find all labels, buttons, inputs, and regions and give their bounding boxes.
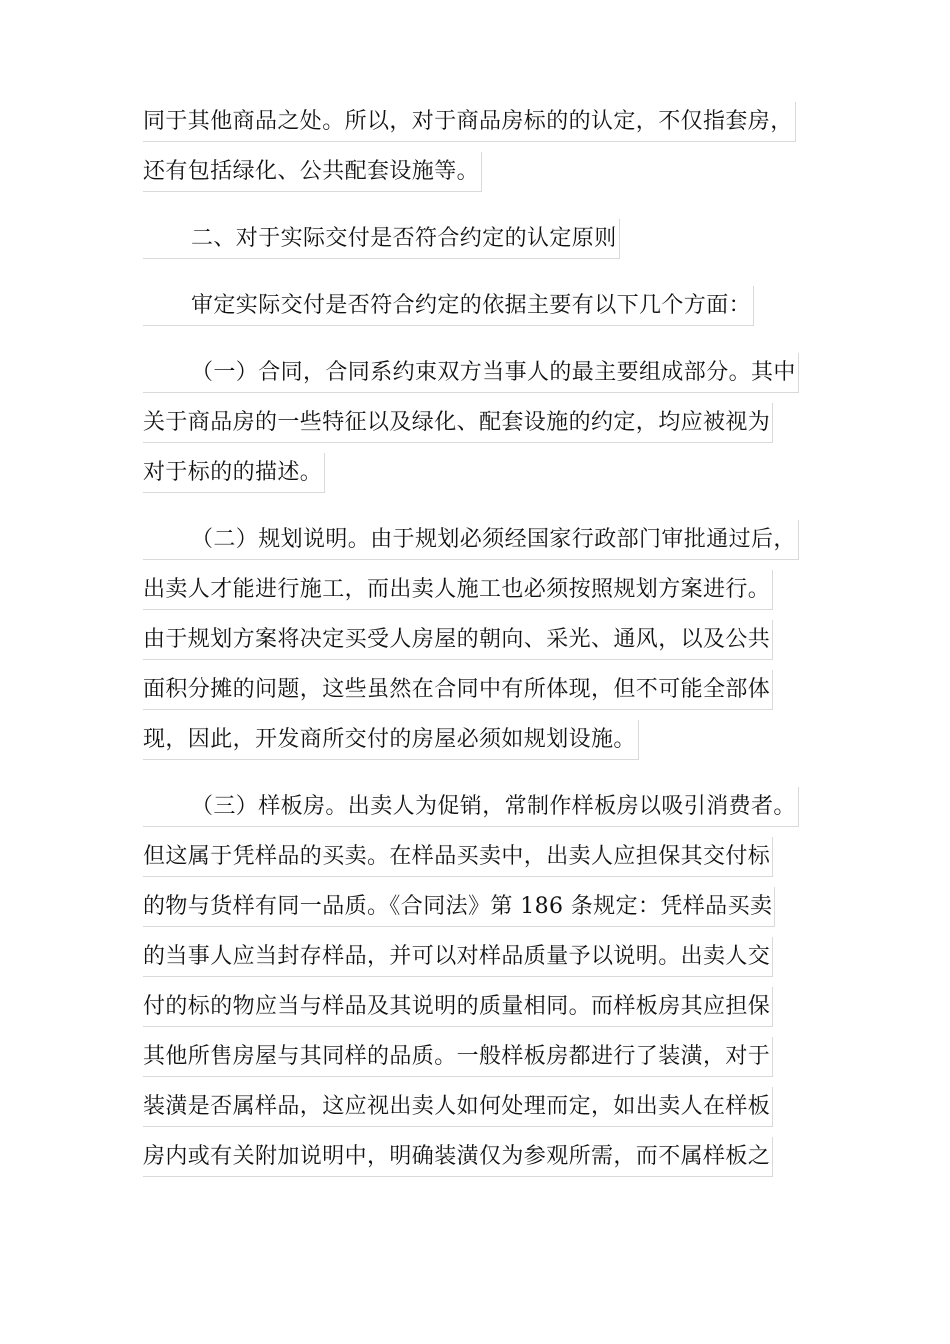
text-line: 出卖人才能进行施工，而出卖人施工也必须按照规划方案进行。 [143, 570, 773, 610]
text-line: 同于其他商品之处。所以，对于商品房标的的认定，不仅指套房， [143, 102, 796, 142]
text-line: 付的标的物应当与样品及其说明的质量相同。而样板房其应担保 [143, 987, 773, 1027]
text-line: 装潢是否属样品，这应视出卖人如何处理而定，如出卖人在样板 [143, 1087, 773, 1127]
text-line: （一）合同，合同系约束双方当事人的最主要组成部分。其中 [143, 353, 799, 393]
text-line: 房内或有关附加说明中，明确装潢仅为参观所需，而不属样板之 [143, 1137, 773, 1177]
text-line: 关于商品房的一些特征以及绿化、配套设施的约定，均应被视为 [143, 403, 773, 443]
text-line: 其他所售房屋与其同样的品质。一般样板房都进行了装潢，对于 [143, 1037, 773, 1077]
text-line: （三）样板房。出卖人为促销，常制作样板房以吸引消费者。 [143, 787, 799, 827]
text-line: 还有包括绿化、公共配套设施等。 [143, 152, 482, 192]
text-line: 对于标的的描述。 [143, 453, 325, 493]
text-line: 面积分摊的问题，这些虽然在合同中有所体现，但不可能全部体 [143, 670, 773, 710]
text-line: 现，因此，开发商所交付的房屋必须如规划设施。 [143, 720, 639, 760]
text-line: 审定实际交付是否符合约定的依据主要有以下几个方面： [143, 286, 754, 326]
text-line: 的物与货样有同一品质。《合同法》第 186 条规定：凭样品买卖 [143, 887, 775, 927]
text-line: （二）规划说明。由于规划必须经国家行政部门审批通过后， [143, 520, 799, 560]
text-line: 的当事人应当封存样品，并可以对样品质量予以说明。出卖人交 [143, 937, 773, 977]
text-line: 但这属于凭样品的买卖。在样品买卖中，出卖人应担保其交付标 [143, 837, 773, 877]
section-heading: 二、对于实际交付是否符合约定的认定原则 [143, 219, 620, 259]
text-line: 由于规划方案将决定买受人房屋的朝向、采光、通风，以及公共 [143, 620, 773, 660]
